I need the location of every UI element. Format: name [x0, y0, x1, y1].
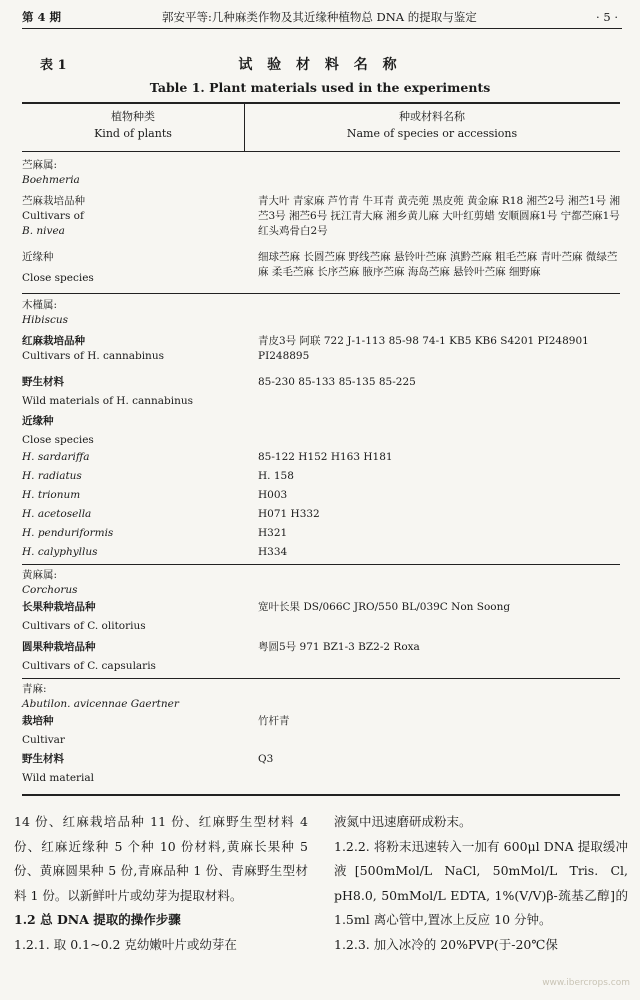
table-caption-cn: 试 验 材 料 名 称 [238, 57, 402, 73]
row-label-en: Wild materials of H. cannabinus [22, 395, 194, 407]
issue-number: 第 4 期 [22, 10, 62, 24]
genus-name-en: Abutilon. avicennae Gaertner [22, 698, 179, 710]
genus-name-cn: 木槿属: [22, 299, 58, 311]
page-number: · 5 · [596, 10, 618, 24]
row-label-en: H. radiatus [22, 470, 82, 482]
row-value: 竹杆青 [258, 715, 290, 727]
row-label-cn: 近缘种 [22, 251, 54, 263]
row-label-en: H. sardariffa [22, 451, 90, 463]
body-paragraph: 1.2.3. 加入冰冷的 20%PVP(于-20℃保 [334, 936, 558, 952]
row-label-en-species: B. nivea [22, 225, 65, 237]
body-left-column [14, 810, 308, 957]
col-header-species-en: Name of species or accessions [346, 127, 518, 140]
row-label-en: Cultivar [22, 734, 65, 746]
row-label-en: Wild material [22, 772, 95, 784]
genus-name-en: Hibiscus [22, 314, 69, 326]
col-header-plants [22, 108, 244, 142]
row-label-en: Cultivars of [22, 210, 84, 222]
row-label-en: H. calyphyllus [22, 546, 98, 558]
row-label-cn: 苎麻栽培品种 [22, 195, 85, 207]
row-label-cn: 近缘种 [22, 415, 54, 427]
table-header-rule [22, 151, 620, 152]
running-head [22, 6, 622, 29]
row-label-cn: 圆果种栽培品种 [22, 641, 96, 653]
row-label-en: Close species [22, 434, 94, 446]
group-rule [22, 564, 620, 565]
row-value: 细球苎麻 长圆苎麻 野线苎麻 悬铃叶苎麻 滇黔苎麻 粗毛苎麻 青叶苎麻 微绿苎麻 柔毛苎麻 长序苎麻 腋序苎麻 海岛苎麻 悬铃叶苎麻 细野麻 [258, 251, 618, 278]
row-label-cn: 红麻栽培品种 [22, 335, 85, 347]
section-heading: 1.2 总 DNA 提取的操作步骤 [14, 912, 181, 927]
row-value: 青皮3号 阿联 722 J-1-113 85-98 74-1 KB5 KB6 S4201 PI248901 PI248895 [258, 335, 589, 362]
table-top-rule [22, 102, 620, 104]
row-value: H071 H332 [258, 508, 320, 520]
row-label-cn: 栽培种 [22, 715, 54, 727]
genus-name-cn: 青麻: [22, 683, 47, 695]
row-value: H321 [258, 527, 288, 539]
col-header-species [244, 108, 620, 142]
genus-name-cn: 苎麻属: [22, 159, 58, 171]
row-value: H334 [258, 546, 288, 558]
row-value: 宽叶长果 DS/066C JRO/550 BL/039C Non Soong [258, 601, 511, 613]
body-paragraph: 14 份、红麻栽培品种 11 份、红麻野生型材料 4 份、红麻近缘种 5 个种 10 份材料,黄麻长果种 5 份、黄麻圆果种 5 份,青麻品种 1 份、青麻野生型材料 1 份。以新鲜叶片或幼芽为提取材料。 [14, 814, 308, 903]
row-label-en: Close species [22, 272, 94, 284]
row-label-en: Cultivars of C. capsularis [22, 660, 156, 672]
table-label: 表 1 [40, 58, 67, 73]
col-header-plants-cn: 植物种类 [111, 110, 155, 123]
row-value: 85-122 H152 H163 H181 [258, 451, 393, 463]
genus-name-en: Boehmeria [22, 174, 80, 186]
row-label-cn: 野生材料 [22, 376, 64, 388]
table-caption-en: Table 1. Plant materials used in the experiments [149, 80, 491, 95]
genus-name-cn: 黄麻属: [22, 569, 58, 581]
row-label-cn: 长果种栽培品种 [22, 601, 96, 613]
body-paragraph: 1.2.2. 将粉末迅速转入一加有 600μl DNA 提取缓冲液[500mMol/L NaCl, 50mMol/L Tris. Cl, pH8.0, 50mMol/L EDTA, 1%(V/V)β-巯基乙醇]的 1.5ml 离心管中,置冰上反应 10 分钟。 [334, 838, 628, 927]
table-bottom-rule [22, 794, 620, 796]
col-header-species-cn: 种或材料名称 [399, 110, 465, 123]
row-value: 青大叶 青家麻 芦竹青 牛耳青 黄壳蔸 黑皮蔸 黄金麻 R18 湘苎2号 湘苎1号 湘苎3号 湘苎6号 抚江青大麻 湘乡黄儿麻 大叶红剪蜡 安顺圆麻1号 宁都苎麻1号 红头鸡骨白2号 [258, 195, 621, 237]
col-header-plants-en: Kind of plants [94, 127, 172, 140]
watermark: www.ibercrops.com [542, 978, 630, 988]
row-label-cn: 野生材料 [22, 753, 64, 765]
row-value: 粤圆5号 971 BZ1-3 BZ2-2 Roxa [258, 641, 420, 653]
genus-name-en: Corchorus [22, 584, 78, 596]
row-value: H. 158 [258, 470, 294, 482]
body-paragraph: 1.2.1. 取 0.1~0.2 克幼嫩叶片或幼芽在 [14, 936, 237, 952]
running-title: 郭安平等:几种麻类作物及其近缘种植物总 DNA 的提取与鉴定 [162, 10, 477, 24]
row-label-en: H. trionum [22, 489, 81, 501]
row-label-en: H. acetosella [22, 508, 92, 520]
group-rule [22, 678, 620, 679]
group-rule [22, 293, 620, 294]
row-value: Q3 [258, 753, 274, 765]
row-label-en: H. penduriformis [22, 527, 114, 539]
row-value: 85-230 85-133 85-135 85-225 [258, 376, 416, 388]
row-label-en: Cultivars of H. cannabinus [22, 350, 164, 362]
body-paragraph: 液氮中迅速磨研成粉末。 [334, 814, 472, 829]
row-label-en: Cultivars of C. olitorius [22, 620, 146, 632]
row-value: H003 [258, 489, 288, 501]
body-right-column [334, 810, 628, 957]
